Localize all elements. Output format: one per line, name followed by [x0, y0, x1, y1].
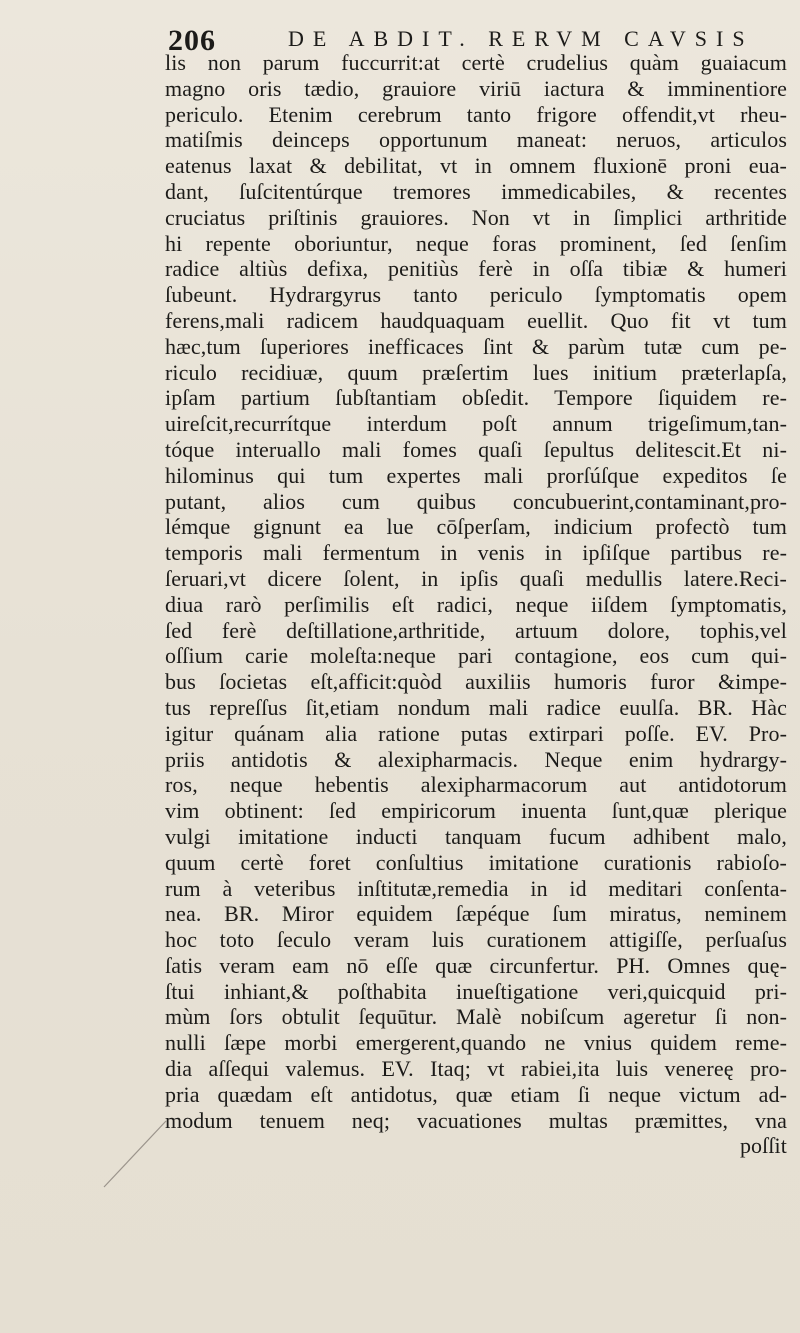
text-line: eatenus laxat & debilitat, vt in omnem fluxionē proni eua-: [165, 153, 787, 179]
text-line: hilominus qui tum expertes mali prorſúſque expeditos ſe: [165, 462, 787, 488]
text-line: tóque interuallo mali fomes quaſi ſepultus delitescit.Et ni-: [165, 436, 787, 462]
text-line: ſatis veram eam nō eſſe quæ circunfertur. PH. Omnes quę-: [165, 952, 787, 978]
text-line: diua rarò perſimilis eſt radici, neque iiſdem ſymptomatis,: [165, 591, 787, 617]
page-number: 206: [168, 24, 216, 57]
text-line: vim obtinent: ſed empiricorum inuenta ſunt,quæ plerique: [165, 798, 787, 824]
text-line: igitur quánam alia ratione putas extirpari poſſe. EV. Pro-: [165, 720, 787, 746]
text-line: poſſit: [739, 1133, 787, 1159]
text-line: oſſium carie moleſta:neque pari contagione, eos cum qui-: [165, 643, 787, 669]
text-line: cruciatus priſtinis grauiores. Non vt in ſimplici arthritide: [165, 204, 787, 230]
text-line: ſubeunt. Hydrargyrus tanto periculo ſymptomatis opem: [165, 282, 787, 308]
text-line: pria quædam eſt antidotus, quæ etiam ſi neque victum ad-: [165, 1081, 787, 1107]
text-line: dant, ſuſcitentúrque tremores immedicabiles, & recentes: [165, 178, 787, 204]
text-line: hoc toto ſeculo veram luis curationem attigiſſe, perſuaſus: [165, 927, 787, 953]
text-line: ferens,mali radicem haudquaquam euellit. Quo fit vt tum: [165, 307, 787, 333]
text-line: uireſcit,recurrítque interdum poſt annum trigeſimum,tan-: [165, 411, 787, 437]
text-line: hæc,tum ſuperiores inefficaces ſint & parùm tutæ cum pe-: [165, 333, 787, 359]
text-line: priis antidotis & alexipharmacis. Neque enim hydrargy-: [165, 746, 787, 772]
text-line: magno oris tædio, grauiore viriū iactura & imminentiore: [165, 75, 787, 101]
text-line: hi repente oboriuntur, neque foras prominent, ſed ſenſim: [165, 230, 787, 256]
text-line: radice altiùs defixa, penitiùs ferè in oſſa tibiæ & humeri: [165, 256, 787, 282]
text-line: rum à veteribus inſtitutæ,remedia in id meditari conſenta-: [165, 875, 787, 901]
body-text: [165, 50, 787, 1159]
text-line: ſtui inhiant,& poſthabita inueſtigatione veri,quicquid pri-: [165, 978, 787, 1004]
text-line: tus repreſſus ſit,etiam nondum mali radice euulſa. BR. Hàc: [165, 694, 787, 720]
text-line: ros, neque hebentis alexipharmacorum aut antidotorum: [165, 772, 787, 798]
margin-pencil-mark: [99, 1118, 171, 1190]
text-line: dia aſſequi valemus. EV. Itaq; vt rabiei,ita luis venereę pro-: [165, 1056, 787, 1082]
text-line: riculo recidiuæ, quum præſertim lues initium præterlapſa,: [165, 359, 787, 385]
text-line: putant, alios cum quibus concubuerint,contaminant,pro-: [165, 488, 787, 514]
text-line: lis non parum fuccurrit:at certè crudelius quàm guaiacum: [165, 50, 787, 75]
text-line: vulgi imitatione inducti tanquam fucum adhibent malo,: [165, 823, 787, 849]
text-line: bus ſocietas eſt,afficit:quòd auxiliis humoris furor &impe-: [165, 669, 787, 695]
text-line: ſed ferè deſtillatione,arthritide, artuum dolore, tophis,vel: [165, 617, 787, 643]
text-line: quum certè foret conſultius imitatione curationis rabioſo-: [165, 849, 787, 875]
text-line: mùm ſors obtulit ſequūtur. Malè nobiſcum ageretur ſi non-: [165, 1004, 787, 1030]
text-line: temporis mali fermentum in venis in ipſiſque partibus re-: [165, 540, 787, 566]
text-line: modum tenuem neq; vacuationes multas præmittes, vna: [165, 1107, 787, 1133]
text-line: nulli ſæpe morbi emergerent,quando ne vnius quidem reme-: [165, 1030, 787, 1056]
text-line: ſeruari,vt dicere ſolent, in ipſis quaſi medullis latere.Reci-: [165, 565, 787, 591]
running-title: DE ABDIT. RERVM CAVSIS: [288, 26, 754, 51]
text-line: lémque gignunt ea lue cōſperſam, indicium profectò tum: [165, 514, 787, 540]
text-line: ipſam partium ſubſtantiam obſedit. Tempore ſiquidem re-: [165, 385, 787, 411]
text-line: matiſmis deinceps opportunum maneat: neruos, articulos: [165, 127, 787, 153]
text-line: periculo. Etenim cerebrum tanto frigore offendit,vt rheu-: [165, 101, 787, 127]
text-line: nea. BR. Miror equidem ſæpéque ſum miratus, neminem: [165, 901, 787, 927]
